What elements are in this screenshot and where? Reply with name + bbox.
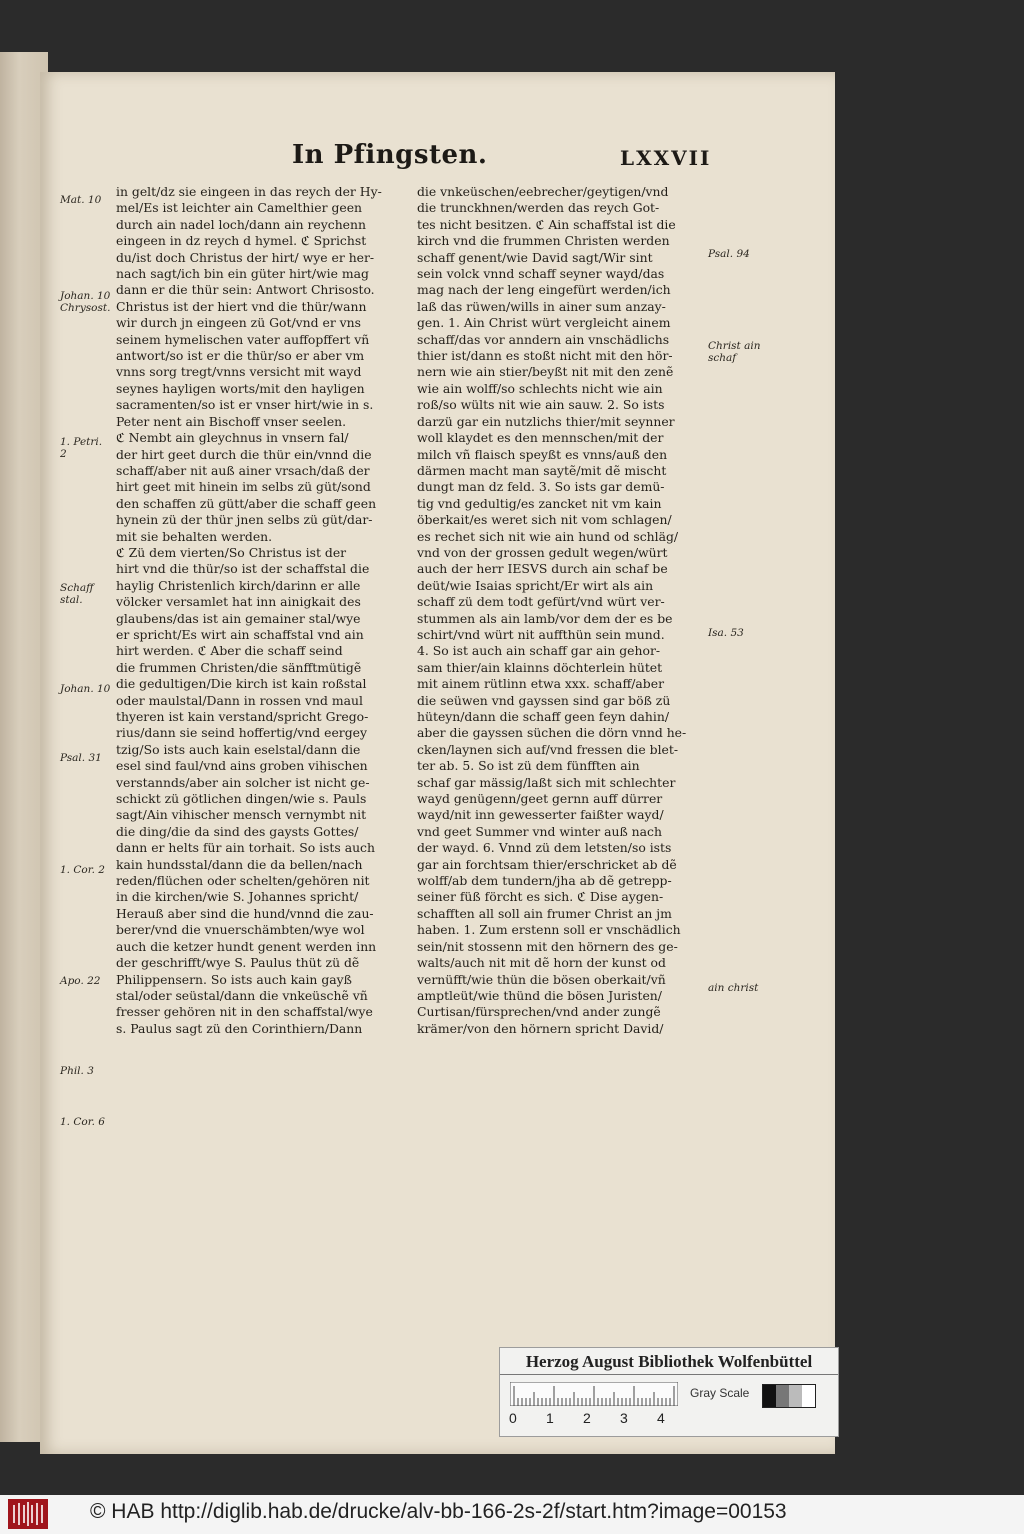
text-line: tig vnd gedultig/es zancket nit vm kain bbox=[417, 495, 662, 511]
text-line: kain hundsstal/dann die da bellen/nach bbox=[116, 856, 363, 872]
text-line: vernüfft/wie thün die bösen oberkait/vñ bbox=[417, 971, 666, 987]
text-line: Philippensern. So ists auch kain gayß bbox=[116, 971, 352, 987]
text-line: dann er die thür sein: Antwort Chrisosto. bbox=[116, 282, 375, 298]
text-line: rius/dann sie seind hoffertig/vnd eergey bbox=[116, 725, 367, 741]
text-line: auch der herr IESVS durch ain schaf be bbox=[417, 561, 668, 577]
text-line: aber die gayssen süchen die dörn vnnd he- bbox=[417, 725, 687, 741]
text-line: schaff/aber nit auß ainer vrsach/daß der bbox=[116, 462, 370, 478]
hab-logo-icon bbox=[8, 1499, 48, 1529]
text-line: den schaffen zü gütt/aber die schaff geen bbox=[116, 495, 377, 511]
text-line: schafften all soll ain frumer Christ an jm bbox=[417, 905, 672, 921]
library-name: Herzog August Bibliothek Wolfenbüttel bbox=[500, 1350, 838, 1375]
text-line: fresser gehören nit in den schaffstal/wye bbox=[116, 1004, 373, 1020]
text-line: mel/Es ist leichter ain Camelthier geen bbox=[116, 200, 363, 216]
text-line: schirt/vnd würt nit auffthün sein mund. bbox=[417, 626, 665, 642]
ruler-number: 1 bbox=[546, 1410, 554, 1426]
text-line: wir durch jn eingeen zü Got/vnd er vns bbox=[116, 315, 362, 331]
text-line: es rechet sich nit wie ain hund od schläg/ bbox=[417, 528, 679, 544]
text-line: krämer/von den hörnern spricht David/ bbox=[417, 1020, 664, 1036]
text-line: woll klaydet es den mennschen/mit der bbox=[417, 430, 664, 446]
text-line: sein/nit stossenn mit den hörnern des ge- bbox=[417, 938, 678, 954]
text-line: hirt geet mit hinein im selbs zü güt/sond bbox=[116, 479, 371, 495]
ruler-number: 3 bbox=[620, 1410, 628, 1426]
text-line: durch ain nadel loch/dann ain reychenn bbox=[116, 216, 366, 232]
text-line: vnd geet Summer vnd winter auß nach bbox=[417, 823, 662, 839]
text-line: milch vñ flaisch speyßt es vnns/auß den bbox=[417, 446, 668, 462]
ruler-number: 2 bbox=[583, 1410, 591, 1426]
text-line: sein volck vnnd schaff seyner wayd/das bbox=[417, 266, 665, 282]
text-line: cken/laynen sich auf/vnd fressen die blet- bbox=[417, 741, 679, 757]
text-line: eingeen in dz reych d hymel. ℭ Sprichst bbox=[116, 233, 367, 249]
margin-note: 1. Cor. 6 bbox=[60, 1116, 105, 1128]
margin-note: Christ ain schaf bbox=[708, 340, 761, 364]
text-line: reden/flüchen oder schelten/gehören nit bbox=[116, 873, 370, 889]
text-line: amptleüt/wie thünd die bösen Juristen/ bbox=[417, 987, 662, 1003]
text-line: der geschrifft/wye S. Paulus thüt zü dẽ bbox=[116, 955, 360, 971]
text-line: glaubens/das ist ain gemainer stal/wye bbox=[116, 610, 361, 626]
text-line: nern wie ain stier/beyßt nit mit den zenẽ bbox=[417, 364, 674, 380]
color-target-card bbox=[499, 1347, 839, 1437]
text-line: nach sagt/ich bin ein güter hirt/wie mag bbox=[116, 266, 369, 282]
text-line: s. Paulus sagt zü den Corinthiern/Dann bbox=[116, 1020, 363, 1036]
text-line: die seüwen vnd gayssen sind gar böß zü bbox=[417, 692, 671, 708]
text-line: schaf gar mässig/laßt sich mit schlechter bbox=[417, 774, 676, 790]
text-line: sacramenten/so ist er vnser hirt/wie in s. bbox=[116, 397, 374, 413]
margin-note: Johan. 10 Chrysost. bbox=[60, 290, 111, 314]
text-line: därmen macht man saytẽ/mit dẽ mischt bbox=[417, 462, 667, 478]
text-line: esel sind faul/vnd ains groben vihischen bbox=[116, 758, 368, 774]
text-line: darzü gar ein nutzlichs thier/mit seynner bbox=[417, 413, 675, 429]
text-line: stal/oder seüstal/dann die vnkeüschẽ vñ bbox=[116, 987, 368, 1003]
gray-scale-swatches bbox=[762, 1384, 816, 1408]
text-line: oder maulstal/Dann in rossen vnd maul bbox=[116, 692, 363, 708]
text-line: sam thier/ain klainns döchterlein hütet bbox=[417, 659, 663, 675]
scale-ruler bbox=[510, 1382, 678, 1406]
text-line: roß/so wülts nit wie ain sauw. 2. So ists bbox=[417, 397, 665, 413]
text-column-left bbox=[116, 184, 406, 1037]
margin-note: Phil. 3 bbox=[60, 1065, 94, 1077]
text-line: gar ain forchtsam thier/erschricket ab dẽ bbox=[417, 856, 677, 872]
text-line: seinem hymelischen vater auffopffert vñ bbox=[116, 331, 370, 347]
text-line: die frummen Christen/die sänfftmütigẽ bbox=[116, 659, 362, 675]
text-line: dann er helts für ain torhait. So ists auch bbox=[116, 840, 375, 856]
text-line: hüteyn/dann die schaff geen feyn dahin/ bbox=[417, 709, 669, 724]
text-line: ℭ Zü dem vierten/So Christus ist der bbox=[116, 544, 347, 560]
margin-note: Isa. 53 bbox=[708, 627, 744, 639]
text-line: der wayd. 6. Vnnd zü dem letsten/so ists bbox=[417, 840, 672, 856]
text-line: kirch vnd die frummen Christen werden bbox=[417, 233, 670, 249]
text-line: hynein zü der thür jnen selbs zü güt/dar- bbox=[116, 512, 373, 528]
text-line: öberkait/es weret sich nit vom schlagen/ bbox=[417, 512, 672, 528]
text-line: deüt/wie Isaias spricht/Er wirt als ain bbox=[417, 577, 654, 593]
text-line: 4. So ist auch ain schaff gar ain gehor- bbox=[417, 643, 661, 659]
text-line: Christus ist der hiert vnd die thür/wann bbox=[116, 298, 367, 314]
text-line: in die kirchen/wie S. Johannes spricht/ bbox=[116, 889, 359, 905]
text-line: der hirt geet durch die thür ein/vnnd die bbox=[116, 446, 372, 462]
margin-note: Apo. 22 bbox=[60, 975, 101, 987]
text-line: walts/auch nit mit dẽ horn der kunst od bbox=[417, 955, 666, 971]
text-line: mit sie behalten werden. bbox=[116, 528, 273, 544]
page-heading: In Pfingsten. bbox=[292, 140, 488, 170]
text-line: tzig/So ists auch kain eselstal/dann die bbox=[116, 741, 361, 757]
margin-note: ain christ bbox=[708, 982, 759, 994]
text-line: schaff genent/wie David sagt/Wir sint bbox=[417, 249, 653, 265]
text-line: dungt man dz feld. 3. So ists gar demü- bbox=[417, 479, 665, 495]
text-line: wayd genügenn/geet gernn auff dürrer bbox=[417, 791, 663, 807]
gray-scale-label: Gray Scale bbox=[690, 1386, 750, 1400]
text-line: tes nicht besitzen. ℭ Ain schaffstal ist die bbox=[417, 216, 676, 232]
text-line: die ding/die da sind des gaysts Gottes/ bbox=[116, 823, 359, 839]
margin-note: 1. Cor. 2 bbox=[60, 864, 105, 876]
folio-number: LXXVII bbox=[620, 146, 712, 170]
text-line: er spricht/Es wirt ain schaffstal vnd ain bbox=[116, 626, 364, 642]
text-line: Peter nent ain Bischoff vnser seelen. bbox=[116, 413, 347, 429]
footer-bar bbox=[0, 1495, 1024, 1534]
ruler-number: 0 bbox=[509, 1410, 517, 1426]
ruler-number: 4 bbox=[657, 1410, 665, 1426]
text-line: völcker versamlet hat inn ainigkait des bbox=[116, 594, 361, 610]
text-line: schaff zü dem todt gefürt/vnd würt ver- bbox=[417, 594, 665, 610]
text-line: berer/vnd die vnuerschämbten/wye wol bbox=[116, 922, 365, 938]
text-line: schaff/das vor anndern ain vnschädlichs bbox=[417, 331, 670, 347]
text-line: wie ain wolff/so schlechts nicht wie ain bbox=[417, 380, 663, 396]
text-line: haylig Christenlich kirch/darinn er alle bbox=[116, 577, 361, 593]
text-line: schickt zü götlichen dingen/wie s. Pauls bbox=[116, 791, 367, 807]
text-line: auch die ketzer hundt genent werden inn bbox=[116, 938, 377, 954]
text-line: die trunckhnen/werden das reych Got- bbox=[417, 200, 660, 216]
text-line: vnns sorg tregt/vnns versicht mit wayd bbox=[116, 364, 362, 380]
text-line: sagt/Ain vihischer mensch vernymbt nit bbox=[116, 807, 367, 823]
margin-note: 1. Petri. 2 bbox=[60, 436, 103, 460]
copyright-url: © HAB http://diglib.hab.de/drucke/alv-bb-166-2s-2f/start.htm?image=00153 bbox=[90, 1500, 787, 1523]
text-line: Herauß aber sind die hund/vnnd die zau- bbox=[116, 905, 374, 921]
text-line: mit ainem rütlinn etwa xxx. schaff/aber bbox=[417, 676, 664, 692]
text-line: verstannds/aber ain solcher ist nicht ge- bbox=[116, 774, 370, 790]
text-line: ter ab. 5. So ist zü dem fünfften ain bbox=[417, 758, 640, 774]
text-line: vnd von der grossen gedult wegen/würt bbox=[417, 544, 668, 560]
text-line: hirt werden. ℭ Aber die schaff seind bbox=[116, 643, 343, 659]
text-line: haben. 1. Zum erstenn soll er vnschädlich bbox=[417, 922, 681, 938]
margin-note: Schaff stal. bbox=[60, 582, 94, 606]
text-line: Curtisan/fürsprechen/vnd ander zungẽ bbox=[417, 1004, 661, 1020]
margin-note: Johan. 10 bbox=[60, 683, 111, 695]
text-line: hirt vnd die thür/so ist der schaffstal die bbox=[116, 561, 370, 577]
text-line: ℭ Nembt ain gleychnus in vnsern fal/ bbox=[116, 430, 349, 446]
text-column-right bbox=[417, 184, 707, 1037]
text-line: die gedultigen/Die kirch ist kain roßstal bbox=[116, 676, 367, 692]
text-line: seynes hayligen worts/mit den hayligen bbox=[116, 380, 365, 396]
margin-note: Mat. 10 bbox=[60, 194, 102, 206]
text-line: wolff/ab dem tundern/jha ab dẽ getrepp- bbox=[417, 873, 672, 889]
text-line: antwort/so ist er die thür/so er aber vm bbox=[116, 348, 365, 364]
text-line: in gelt/dz sie eingeen in das reych der Hy- bbox=[116, 184, 382, 199]
margin-note: Psal. 31 bbox=[60, 752, 102, 764]
text-line: gen. 1. Ain Christ würt vergleicht ainem bbox=[417, 315, 671, 331]
text-line: laß das rüwen/wills in ainer sum anzay- bbox=[417, 298, 666, 314]
text-line: thier ist/dann es stoßt nicht mit den hör- bbox=[417, 348, 673, 364]
text-line: mag nach der leng eingefürt werden/ich bbox=[417, 282, 671, 298]
margin-note: Psal. 94 bbox=[708, 248, 750, 260]
text-line: stummen als ain lamb/vor dem der es be bbox=[417, 610, 673, 626]
text-line: thyeren ist kain verstand/spricht Grego- bbox=[116, 709, 369, 724]
text-line: wayd/nit inn gewesserter faißter wayd/ bbox=[417, 807, 664, 823]
text-line: die vnkeüschen/eebrecher/geytigen/vnd bbox=[417, 184, 669, 199]
text-line: seiner füß förcht es sich. ℭ Dise aygen- bbox=[417, 889, 664, 905]
text-line: du/ist doch Christus der hirt/ wye er her- bbox=[116, 249, 375, 265]
